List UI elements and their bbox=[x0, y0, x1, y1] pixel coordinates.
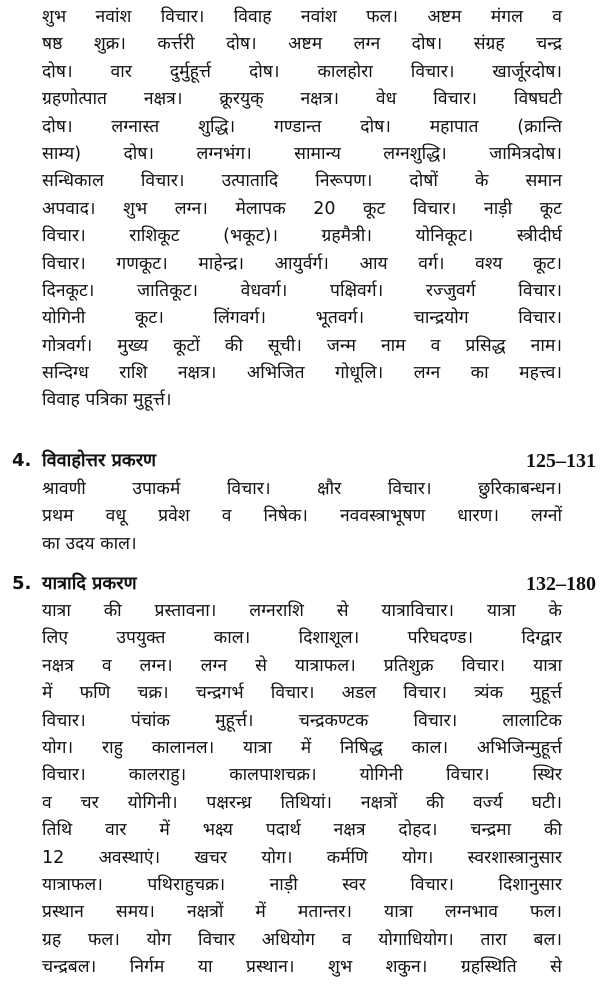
text-line: विचार। गणकूट। माहेन्द्र। आयुर्वर्ग। आय वर्ग। वश्य कूट। bbox=[42, 253, 562, 274]
text-line: गोत्रवर्ग। मुख्य कूटों की सूची। जन्म नाम व प्रसिद्ध नाम। bbox=[42, 335, 562, 356]
text-line: प्रथम वधू प्रवेश व निषेक। नववस्त्राभूषण धारण। लग्नों bbox=[42, 506, 562, 527]
text-line: ग्रहणोत्पात नक्षत्र। क्रूरयुक् नक्षत्र। वेध विचार। विषघटी bbox=[42, 89, 562, 110]
text-line: तिथि वार में भक्ष्य पदार्थ नक्षत्र दोहद। चन्द्रमा की bbox=[42, 820, 562, 841]
section-continued-text bbox=[42, 4, 562, 415]
text-line: दोष। लग्नास्त शुद्धि। गण्डान्त दोष। महापात (क्रान्ति bbox=[42, 116, 562, 137]
text-line: साम्य) दोष। लग्नभंग। सामान्य लग्नशुद्धि। जामित्रदोष। bbox=[42, 143, 562, 164]
text-line: दिनकूट। जातिकूट। वेधवर्ग। पक्षिवर्ग। रज्जुवर्ग विचार। bbox=[42, 280, 562, 301]
section-5-heading bbox=[12, 570, 596, 598]
text-line: षष्ठ शुक्र। कर्त्तरी दोष। अष्टम लग्न दोष। संग्रह चन्द्र bbox=[42, 34, 562, 55]
text-line: नक्षत्र व लग्न। लग्न से यात्राफल। प्रतिशुक्र विचार। यात्रा bbox=[42, 655, 562, 676]
text-line: यात्राफल। पथिराहुचक्र। नाड़ी स्वर विचार। दिशानुसार bbox=[42, 874, 562, 895]
text-line: प्रस्थान समय। नक्षत्रों में मतान्तर। यात्रा लग्नभाव फल। bbox=[42, 902, 562, 923]
text-line: ग्रह फल। योग विचार अधियोग व योगाधियोग। तारा बल। bbox=[42, 929, 562, 950]
text-line: का उदय काल। bbox=[42, 533, 137, 554]
text-line: 12 अवस्थाएं। खचर योग। कर्मणि योग। स्वरशास्त्रानुसार bbox=[42, 847, 562, 868]
section-number: 4. bbox=[12, 450, 32, 471]
section-4-text bbox=[42, 476, 562, 558]
text-line: शुभ नवांश विचार। विवाह नवांश फल। अष्टम मंगल व bbox=[42, 7, 562, 27]
text-line: में फणि चक्र। चन्द्रगर्भ विचार। अडल विचार। त्र्यंक मुहूर्त्त bbox=[42, 683, 562, 704]
section-number: 5. bbox=[12, 573, 32, 594]
text-line: विवाह पत्रिका मुहूर्त्त। bbox=[42, 390, 172, 411]
text-line: योगिनी कूट। लिंगवर्ग। भूतवर्ग। चान्द्रयोग विचार। bbox=[42, 308, 562, 329]
text-line: सन्धिकाल विचार। उत्पातादि निरूपण। दोषों के समान bbox=[42, 171, 562, 192]
section-title: विवाहोत्तर प्रकरण bbox=[42, 450, 157, 471]
section-4-heading bbox=[12, 447, 596, 475]
text-line: अपवाद। शुभ लग्न। मेलापक 20 कूट विचार। नाड़ी कूट bbox=[42, 198, 562, 219]
text-line: चन्द्रबल। निर्गम या प्रस्थान। शुभ शकुन। ग्रहस्थिति से bbox=[42, 957, 562, 978]
text-line: लिए उपयुक्त काल। दिशाशूल। परिघदण्ड। दिग्द्वार bbox=[42, 628, 562, 649]
text-line: यात्रा की प्रस्तावना। लग्नराशि से यात्राविचार। यात्रा के bbox=[42, 601, 562, 621]
text-line: दोष। वार दुर्मुहूर्त्त दोष। कालहोरा विचार। खार्जूरदोष। bbox=[42, 61, 562, 82]
text-line: योग। राहु कालानल। यात्रा में निषिद्ध काल। अभिजिन्मुहूर्त्त bbox=[42, 737, 562, 758]
text-line: विचार। पंचांक मुहूर्त्त। चन्द्रकण्टक विचार। लालाटिक bbox=[42, 710, 562, 731]
text-line: विचार। राशिकूट (भकूट)। ग्रहमैत्री। योनिकूट। स्त्रीदीर्घ bbox=[42, 226, 562, 247]
text-line: श्रावणी उपाकर्म विचार। क्षौर विचार। छुरिकाबन्धन। bbox=[42, 479, 562, 499]
section-5-text bbox=[42, 598, 562, 981]
page-range: 125–131 bbox=[526, 450, 596, 472]
page-range: 132–180 bbox=[526, 573, 596, 595]
text-line: विचार। कालराहु। कालपाशचक्र। योगिनी विचार। स्थिर bbox=[42, 765, 562, 786]
text-line: सन्दिग्ध राशि नक्षत्र। अभिजित गोधूलि। लग्न का महत्त्व। bbox=[42, 363, 562, 384]
text-line: व चर योगिनी। पक्षरन्ध्र तिथियां। नक्षत्रों की वर्ज्य घटी। bbox=[42, 792, 562, 813]
section-title: यात्रादि प्रकरण bbox=[42, 573, 137, 594]
